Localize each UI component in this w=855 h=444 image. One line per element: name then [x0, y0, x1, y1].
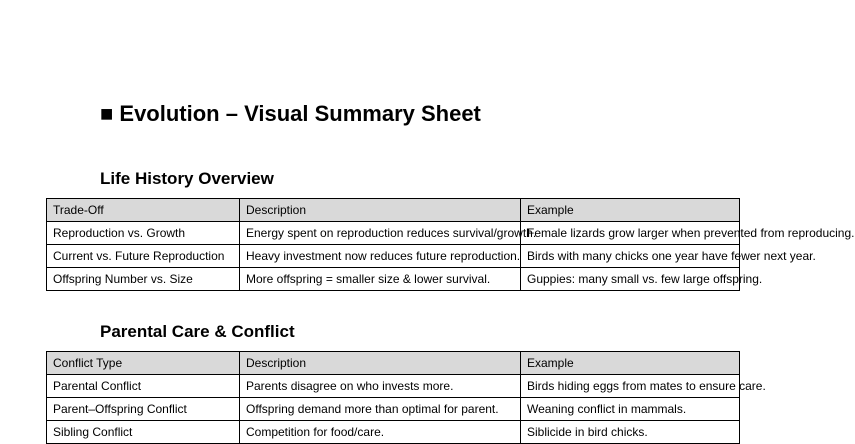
column-header: Example	[521, 352, 740, 375]
table-cell: Birds with many chicks one year have fewer next year.	[521, 245, 740, 268]
table-cell: Parents disagree on who invests more.	[240, 375, 521, 398]
table-cell: Current vs. Future Reproduction	[47, 245, 240, 268]
table-header-row	[47, 199, 740, 222]
table-header-row	[47, 352, 740, 375]
table-cell: Energy spent on reproduction reduces survival/growth.	[240, 222, 521, 245]
table-row	[47, 268, 740, 291]
parental-care-table	[46, 351, 766, 444]
table-cell: More offspring = smaller size & lower survival.	[240, 268, 521, 291]
table-row	[47, 421, 740, 444]
life-history-heading: Life History Overview	[100, 169, 274, 188]
table-cell: Siblicide in bird chicks.	[521, 421, 740, 444]
table-cell: Heavy investment now reduces future reproduction.	[240, 245, 521, 268]
table-cell: Weaning conflict in mammals.	[521, 398, 740, 421]
table-row	[47, 245, 740, 268]
table-cell: Sibling Conflict	[47, 421, 240, 444]
page-title: ■ Evolution – Visual Summary Sheet	[100, 101, 481, 126]
table-row	[47, 398, 740, 421]
table-cell: Competition for food/care.	[240, 421, 521, 444]
column-header: Description	[240, 199, 521, 222]
table-cell: Birds hiding eggs from mates to ensure care.	[521, 375, 740, 398]
table-cell: Parental Conflict	[47, 375, 240, 398]
table-cell: Reproduction vs. Growth	[47, 222, 240, 245]
table-cell: Offspring Number vs. Size	[47, 268, 240, 291]
column-header: Conflict Type	[47, 352, 240, 375]
life-history-table	[46, 198, 855, 291]
column-header: Example	[521, 199, 740, 222]
table-cell: Offspring demand more than optimal for parent.	[240, 398, 521, 421]
table-cell: Parent–Offspring Conflict	[47, 398, 240, 421]
table-cell: Guppies: many small vs. few large offspring.	[521, 268, 740, 291]
table-row	[47, 375, 740, 398]
column-header: Description	[240, 352, 521, 375]
table-cell: Female lizards grow larger when prevented from reproducing.	[521, 222, 740, 245]
table-row	[47, 222, 740, 245]
column-header: Trade-Off	[47, 199, 240, 222]
parental-care-heading: Parental Care & Conflict	[100, 322, 295, 341]
